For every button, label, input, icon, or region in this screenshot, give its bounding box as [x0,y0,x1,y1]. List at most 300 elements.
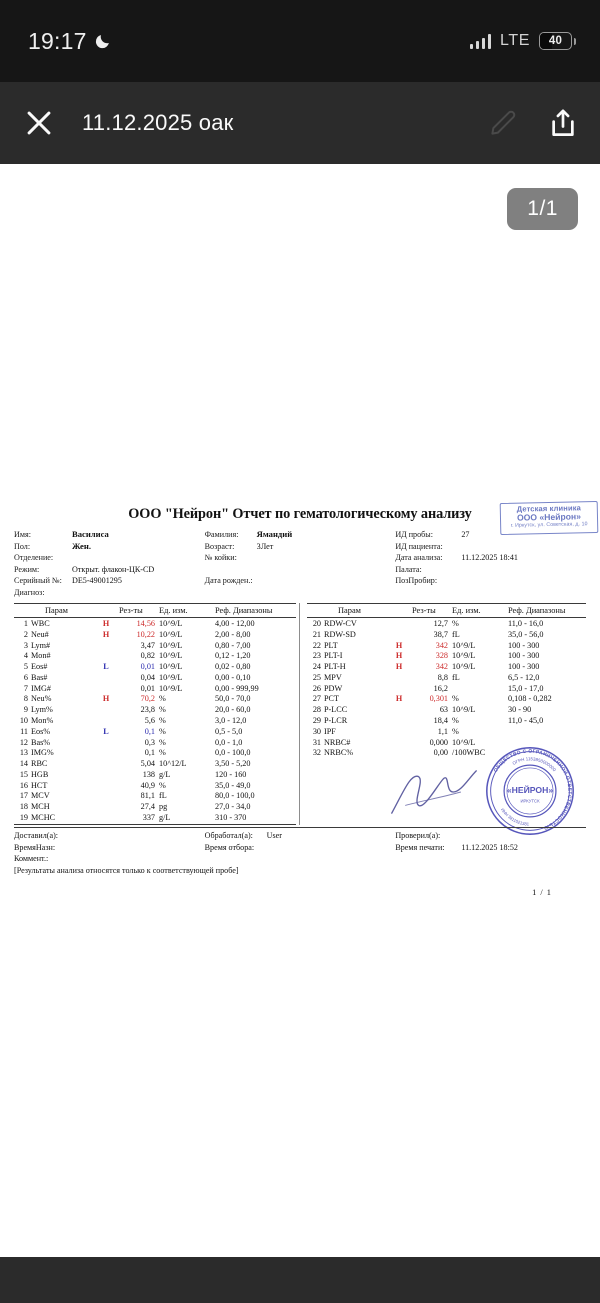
row-index: 21 [312,629,321,639]
row-ref: 35,0 - 56,0 [508,629,544,639]
row-index: 2 [23,629,28,639]
row-unit: 10^9/L [159,683,183,693]
results-left-body [14,618,296,823]
footer-label: Время печати: [395,842,445,852]
row-unit: % [452,694,459,704]
info-value: Василиса [72,529,109,539]
row-index: 25 [312,672,321,682]
row-index: 32 [312,748,321,758]
table-row [14,650,296,661]
row-flag: L [103,662,109,672]
row-result: 27,4 [140,802,155,812]
row-result: 81,1 [140,791,155,801]
viewer-toolbar [0,82,600,164]
row-param: RBC [31,759,48,769]
info-value: 3Лет [256,541,274,551]
seal-outer-text: ОБЩЕСТВО С ОГРАНИЧЕННОЙ ОТВЕТСТВЕННОСТЬЮ [492,748,573,831]
seal-center-text: «НЕЙРОН» [506,784,554,795]
info-label: Режим: [14,564,40,574]
row-unit: 10^9/L [159,651,183,661]
col-header-param: Парам [31,603,93,618]
row-param: Eos# [31,662,48,672]
status-bar-right [470,32,576,50]
row-index: 13 [19,748,28,758]
row-index: 12 [19,737,28,747]
row-param: IMG% [31,748,54,758]
table-row [14,801,296,812]
row-unit: 10^9/L [452,737,476,747]
row-flag [386,704,412,715]
row-flag [386,683,412,694]
table-row [307,737,586,748]
row-unit: % [159,737,166,747]
clinic-stamp-line1: Детская клиника [516,503,581,514]
footer-value: 11.12.2025 18:52 [461,842,518,852]
row-flag [386,629,412,640]
table-row [307,715,586,726]
row-index: 7 [23,683,28,693]
row-param: WBC [31,618,50,628]
info-label: Возраст: [204,541,235,551]
table-row [307,618,586,629]
row-index: 17 [19,791,28,801]
row-result: 0,1 [144,726,155,736]
col-header-ref: Реф. Диапазоны [205,603,296,618]
row-flag [93,747,119,758]
row-param: Bas# [31,672,48,682]
row-flag: L [103,726,109,736]
row-ref: 2,00 - 8,00 [215,629,251,639]
footer-value: User [266,831,282,841]
comment-label: Коммент.: [14,854,49,864]
row-result: 12,7 [433,618,448,628]
row-unit: 10^12/L [159,759,187,769]
table-row [14,704,296,715]
table-row [14,812,296,823]
row-ref: 0,80 - 7,00 [215,640,251,650]
row-index: 20 [312,618,321,628]
row-index: 19 [19,813,28,823]
row-param: PLT-H [324,662,346,672]
row-result: 5,04 [140,759,155,769]
row-result: 0,01 [140,683,155,693]
status-bar [0,0,600,82]
table-row [14,769,296,780]
row-ref: 35,0 - 49,0 [215,780,251,790]
info-label: Фамилия: [204,530,239,539]
row-result: 16,2 [433,683,448,693]
report-title: ООО "Нейрон" Отчет по гематологическому анализу [128,506,472,522]
table-row [307,747,586,758]
row-param: HCT [31,780,48,790]
row-unit: % [159,748,166,758]
clinic-stamp-line3: г. Иркутск, ул. Советская, д. 10 [510,521,588,529]
status-clock: 19:17 [28,27,87,54]
info-spacer [205,564,396,576]
row-result: 342 [435,662,448,672]
row-ref: 15,0 - 17,0 [508,683,544,693]
row-param: Bas% [31,737,51,747]
row-index: 22 [312,640,321,650]
row-ref: 0,00 - 0,10 [215,672,251,682]
report-disclaimer-note: [Результаты анализа относятся только к соответствующей пробе] [14,866,239,876]
row-unit: 10^9/L [452,705,476,715]
row-ref: 50,0 - 70,0 [215,694,251,704]
row-unit: % [159,694,166,704]
row-param: MCH [31,802,50,812]
row-index: 30 [312,726,321,736]
row-result: 1,1 [437,726,448,736]
info-label: Серийный №: [14,576,62,586]
share-icon[interactable] [546,106,580,140]
table-header-row [14,603,296,618]
row-index: 24 [312,662,321,672]
row-result: 0,1 [144,748,155,758]
row-param: IPF [324,726,336,736]
battery-level-label: 40 [548,35,563,47]
row-result: 14,56 [136,618,155,628]
row-ref: 0,108 - 0,282 [508,694,552,704]
table-row [14,747,296,758]
info-label: Диагноз: [14,587,45,597]
row-param: MCHC [31,813,56,823]
info-label: ПозПробир: [395,576,438,586]
row-index: 8 [23,694,28,704]
row-param: Eos% [31,726,51,736]
row-index: 31 [312,737,321,747]
seal-ogrn-text: ОГРН 1153850000000 [511,756,557,773]
row-unit: 10^9/L [159,640,183,650]
results-right-body [307,618,586,759]
table-row [14,715,296,726]
info-label: Пол: [14,541,31,551]
row-unit: % [452,726,459,736]
row-index: 26 [312,683,321,693]
table-row [14,629,296,640]
row-flag [386,672,412,683]
table-row [307,650,586,661]
table-row [307,672,586,683]
row-unit: g/L [159,769,171,779]
row-unit: % [159,705,166,715]
row-flag: H [395,640,403,650]
row-result: 3,47 [140,640,155,650]
info-label: Имя: [14,530,31,539]
row-unit: 10^9/L [159,618,183,628]
row-unit: 10^9/L [452,640,476,650]
row-result: 18,4 [433,715,448,725]
row-ref: 11,0 - 45,0 [508,715,544,725]
row-param: Neu# [31,629,49,639]
table-row [14,672,296,683]
info-value: Ямандий [256,529,293,539]
row-result: 0,01 [140,662,155,672]
row-unit: pg [159,802,168,812]
row-flag [93,737,119,748]
row-unit: 10^9/L [452,651,476,661]
patient-info-block [14,529,586,599]
row-result: 0,000 [429,737,448,747]
table-row [307,704,586,715]
row-flag [93,650,119,661]
row-param: Mon# [31,651,51,661]
document-page-number: 1 / 1 [532,887,552,897]
row-param: P-LCR [324,715,348,725]
row-unit: % [452,618,459,628]
col-header-result: Рез-ты [119,603,159,618]
row-ref [498,737,586,748]
col-header-unit: Ед. изм. [159,603,205,618]
table-row [14,737,296,748]
row-ref: 120 - 160 [215,769,247,779]
row-unit: % [452,715,459,725]
col-header-param: Парам [324,603,386,618]
row-result: 337 [142,813,155,823]
row-result: 10,22 [136,629,155,639]
seal-city-text: ИРКУТСК [520,798,540,804]
row-ref: 0,12 - 1,20 [215,651,251,661]
row-result: 40,9 [140,780,155,790]
row-ref: 0,00 - 999,99 [215,683,259,693]
table-row [307,683,586,694]
info-label: № койки: [204,553,237,563]
row-flag: H [102,618,110,628]
handwritten-signature [386,763,482,821]
row-result: 5,6 [144,715,155,725]
info-label: ИД пациента: [395,541,443,551]
table-row [307,629,586,640]
row-ref: 6,5 - 12,0 [508,672,540,682]
row-flag [93,791,119,802]
info-label: Отделение: [14,553,54,563]
row-unit: fL [159,791,167,801]
table-row [14,694,296,705]
footer-label: Проверил(а): [395,831,441,841]
row-flag [93,758,119,769]
table-row [14,618,296,629]
row-result: 8,8 [437,672,448,682]
row-flag [93,672,119,683]
table-row [14,791,296,802]
row-index: 10 [19,715,28,725]
row-param: PLT [324,640,338,650]
row-flag: H [395,694,403,704]
row-index: 29 [312,715,321,725]
row-param: RDW-CV [324,618,357,628]
battery-icon [539,32,576,50]
row-index: 3 [23,640,28,650]
table-row [14,780,296,791]
pencil-icon[interactable] [486,106,520,140]
row-result: 0,00 [433,748,448,758]
row-param: PDW [324,683,343,693]
footer-label: Обработал(а): [204,831,253,841]
row-ref: 0,02 - 0,80 [215,662,251,672]
signal-strength-icon [470,34,492,49]
info-label: Дата рожден.: [204,576,253,586]
row-index: 16 [19,780,28,790]
row-result: 23,8 [140,705,155,715]
col-header-result: Рез-ты [412,603,452,618]
row-param: MCV [31,791,50,801]
row-flag [386,737,412,748]
row-ref: 27,0 - 34,0 [215,802,251,812]
row-param: Lym% [31,705,53,715]
results-area [14,603,586,831]
row-index: 23 [312,651,321,661]
row-ref [498,726,586,737]
table-row [307,726,586,737]
row-unit: 10^9/L [159,629,183,639]
row-flag: H [102,629,110,639]
hematology-report-document [0,504,600,898]
footer-column-2 [205,830,396,853]
results-table-left [14,603,300,825]
footer-label: Время отбора: [204,842,255,852]
row-ref: 4,00 - 12,00 [215,618,255,628]
row-index: 11 [20,726,28,736]
row-ref: 0,0 - 100,0 [215,748,251,758]
document-title: 11.12.2025 оак [82,110,234,135]
row-flag [93,769,119,780]
status-bar-left [28,28,111,55]
table-row [14,758,296,769]
row-index: 5 [23,662,28,672]
row-result: 63 [439,705,448,715]
row-result: 0,301 [429,694,448,704]
row-unit: 10^9/L [159,672,183,682]
row-ref: 30 - 90 [508,705,532,715]
info-label: ИД пробы: [395,530,433,539]
info-value: Открыт. флакон-ЦК-CD [72,564,155,574]
row-index: 6 [23,672,28,682]
close-icon[interactable] [22,106,56,140]
patient-info-column-1 [14,529,205,599]
row-unit: /100WBC [452,748,486,758]
row-flag [386,715,412,726]
row-flag [93,715,119,726]
row-param: Lym# [31,640,51,650]
row-index: 9 [23,705,28,715]
table-row [307,694,586,705]
row-ref: 0,0 - 1,0 [215,737,243,747]
row-unit: 10^9/L [452,662,476,672]
table-row [14,726,296,737]
patient-info-column-2 [205,529,396,599]
info-label: Дата анализа: [395,553,443,563]
row-ref [498,747,586,758]
patient-info-column-3 [395,529,586,599]
row-param: PLT-I [324,651,343,661]
row-result: 0,3 [144,737,155,747]
report-footer [14,827,586,898]
row-ref: 100 - 300 [508,651,540,661]
row-param: IMG# [31,683,52,693]
table-row [14,640,296,651]
row-unit: % [159,780,166,790]
navigation-bar [0,1257,600,1303]
row-result: 0,82 [140,651,155,661]
crescent-moon-icon [94,33,111,50]
info-value: 11.12.2025 18:41 [461,553,518,563]
row-result: 328 [435,651,448,661]
row-flag: H [102,694,110,704]
row-ref: 310 - 370 [215,813,247,823]
table-header-row [307,603,586,618]
page-indicator-badge: 1/1 [507,188,578,230]
row-ref: 80,0 - 100,0 [215,791,255,801]
row-index: 14 [19,759,28,769]
row-result: 38,7 [433,629,448,639]
row-unit: % [159,715,166,725]
row-index: 28 [312,705,321,715]
footer-label: Доставил(а): [14,831,59,841]
row-index: 18 [19,802,28,812]
seal-inn-text: ИНН 3811021381 [499,807,530,827]
row-ref: 0,5 - 5,0 [215,726,243,736]
footer-column-1 [14,830,205,853]
row-flag [93,780,119,791]
row-result: 70,2 [140,694,155,704]
row-param: HGB [31,769,49,779]
row-index: 15 [19,769,28,779]
row-param: Mon% [31,715,54,725]
row-ref: 20,0 - 60,0 [215,705,251,715]
col-header-unit: Ед. изм. [452,603,498,618]
row-index: 27 [312,694,321,704]
row-flag: H [395,651,403,661]
row-param: Neu% [31,694,52,704]
table-row [307,640,586,651]
row-unit [452,683,498,694]
footer-column-3 [395,830,586,853]
row-ref: 100 - 300 [508,662,540,672]
row-flag [93,704,119,715]
row-unit: fL [452,672,460,682]
row-ref: 3,50 - 5,20 [215,759,251,769]
results-left-bottom-rule [14,824,296,825]
network-type-label: LTE [500,32,530,49]
row-ref: 3,0 - 12,0 [215,715,247,725]
row-param: PCT [324,694,340,704]
row-unit: fL [452,629,460,639]
row-flag [93,812,119,823]
table-row [14,661,296,672]
row-param: P-LCC [324,705,348,715]
row-flag [386,618,412,629]
row-ref: 100 - 300 [508,640,540,650]
row-unit: 10^9/L [159,662,183,672]
info-label: Палата: [395,564,422,574]
row-flag [93,801,119,812]
row-param: MPV [324,672,342,682]
clinic-stamp-line2: ООО «Нейрон» [516,511,582,523]
info-value: Жен. [72,540,91,551]
row-flag [93,683,119,694]
table-row [14,683,296,694]
image-viewer-canvas[interactable] [0,164,600,1303]
row-unit: g/L [159,813,171,823]
footer-label: ВремяНазн: [14,842,56,852]
row-flag [386,726,412,737]
table-row [307,661,586,672]
row-flag: H [395,662,403,672]
row-unit: % [159,726,166,736]
col-header-ref: Реф. Диапазоны [498,603,586,618]
row-result: 138 [142,769,155,779]
row-ref: 11,0 - 16,0 [508,618,544,628]
row-flag [93,640,119,651]
